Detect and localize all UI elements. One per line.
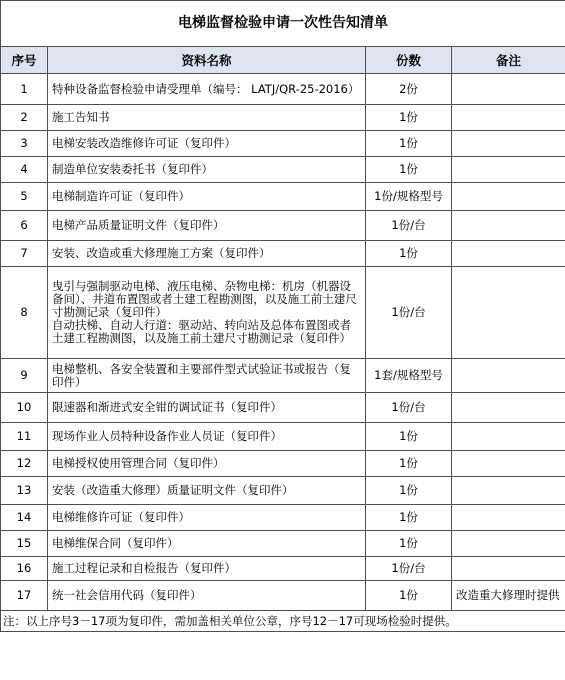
row-count: 1份 [366, 157, 452, 183]
row-document-name: 曳引与强制驱动电梯、液压电梯、杂物电梯：机房（机器设备间）、井道布置图或者土建工程勘测图，以及施工前土建尺寸勘测记录（复印件） 自动扶梯、自动人行道：驱动站、转向站及总体布置图或者土建工程勘测图，以及施工前土建尺寸勘测记录（复印件） [48, 267, 366, 359]
row-note: 改造重大修理时提供 [452, 581, 565, 611]
footer-row [1, 611, 565, 632]
row-note [452, 531, 565, 557]
table-row [1, 211, 565, 241]
row-document-name: 电梯维修许可证（复印件） [48, 505, 366, 531]
row-count: 1份/台 [366, 557, 452, 581]
row-document-name: 特种设备监督检验申请受理单（编号： LATJ/QR-25-2016） [48, 74, 366, 105]
table-row [1, 477, 565, 505]
row-number: 6 [1, 211, 48, 241]
row-document-name: 电梯安装改造维修许可证（复印件） [48, 131, 366, 157]
row-count: 1份/台 [366, 393, 452, 423]
row-document-name: 电梯整机、各安全装置和主要部件型式试验证书或报告（复印件） [48, 359, 366, 393]
row-number: 1 [1, 74, 48, 105]
row-document-name: 安装、改造或重大修理施工方案（复印件） [48, 241, 366, 267]
row-document-name: 施工告知书 [48, 105, 366, 131]
header-count: 份数 [366, 47, 452, 74]
row-count: 1份 [366, 531, 452, 557]
table-row [1, 581, 565, 611]
row-note [452, 423, 565, 451]
table-row [1, 131, 565, 157]
row-number: 2 [1, 105, 48, 131]
row-number: 8 [1, 267, 48, 359]
table-row [1, 157, 565, 183]
row-document-name: 安装（改造重大修理）质量证明文件（复印件） [48, 477, 366, 505]
header-row [1, 47, 565, 74]
table-row [1, 423, 565, 451]
row-number: 7 [1, 241, 48, 267]
row-count: 1份 [366, 241, 452, 267]
row-note [452, 131, 565, 157]
row-count: 1份 [366, 105, 452, 131]
row-document-name: 施工过程记录和自检报告（复印件） [48, 557, 366, 581]
row-note [452, 359, 565, 393]
header-no: 序号 [1, 47, 48, 74]
table-row [1, 241, 565, 267]
row-note [452, 211, 565, 241]
table-row [1, 183, 565, 211]
header-name: 资料名称 [48, 47, 366, 74]
table-row [1, 267, 565, 359]
row-note [452, 477, 565, 505]
row-note [452, 74, 565, 105]
row-number: 5 [1, 183, 48, 211]
row-number: 15 [1, 531, 48, 557]
row-count: 2份 [366, 74, 452, 105]
row-number: 4 [1, 157, 48, 183]
row-number: 9 [1, 359, 48, 393]
row-count: 1份 [366, 131, 452, 157]
row-note [452, 267, 565, 359]
row-document-name: 制造单位安装委托书（复印件） [48, 157, 366, 183]
row-note [452, 157, 565, 183]
row-number: 10 [1, 393, 48, 423]
header-note: 备注 [452, 47, 565, 74]
table-row [1, 557, 565, 581]
table-row [1, 74, 565, 105]
row-document-name: 电梯授权使用管理合同（复印件） [48, 451, 366, 477]
row-count: 1份 [366, 505, 452, 531]
row-count: 1份 [366, 423, 452, 451]
row-note [452, 105, 565, 131]
title-row [1, 1, 565, 47]
row-number: 11 [1, 423, 48, 451]
row-count: 1份/台 [366, 211, 452, 241]
row-note [452, 451, 565, 477]
row-document-name: 统一社会信用代码（复印件） [48, 581, 366, 611]
row-document-name: 电梯制造许可证（复印件） [48, 183, 366, 211]
row-number: 3 [1, 131, 48, 157]
row-note [452, 505, 565, 531]
footer-note: 注：以上序号3－17项为复印件，需加盖相关单位公章，序号12－17可现场检验时提供。 [1, 611, 565, 632]
row-number: 14 [1, 505, 48, 531]
row-document-name: 现场作业人员特种设备作业人员证（复印件） [48, 423, 366, 451]
row-number: 12 [1, 451, 48, 477]
row-document-name: 电梯维保合同（复印件） [48, 531, 366, 557]
table-row [1, 451, 565, 477]
row-count: 1份 [366, 477, 452, 505]
table-row [1, 505, 565, 531]
row-document-name: 限速器和渐进式安全钳的调试证书（复印件） [48, 393, 366, 423]
row-document-name: 电梯产品质量证明文件（复印件） [48, 211, 366, 241]
row-count: 1份 [366, 581, 452, 611]
table-row [1, 105, 565, 131]
page-title: 电梯监督检验申请一次性告知清单 [1, 1, 565, 47]
row-note [452, 557, 565, 581]
row-number: 16 [1, 557, 48, 581]
row-count: 1套/规格型号 [366, 359, 452, 393]
row-count: 1份/台 [366, 267, 452, 359]
row-note [452, 183, 565, 211]
table-row [1, 531, 565, 557]
row-number: 13 [1, 477, 48, 505]
row-number: 17 [1, 581, 48, 611]
row-count: 1份/规格型号 [366, 183, 452, 211]
table-body [1, 74, 565, 611]
row-note [452, 393, 565, 423]
row-count: 1份 [366, 451, 452, 477]
table-row [1, 359, 565, 393]
row-note [452, 241, 565, 267]
table-row [1, 393, 565, 423]
